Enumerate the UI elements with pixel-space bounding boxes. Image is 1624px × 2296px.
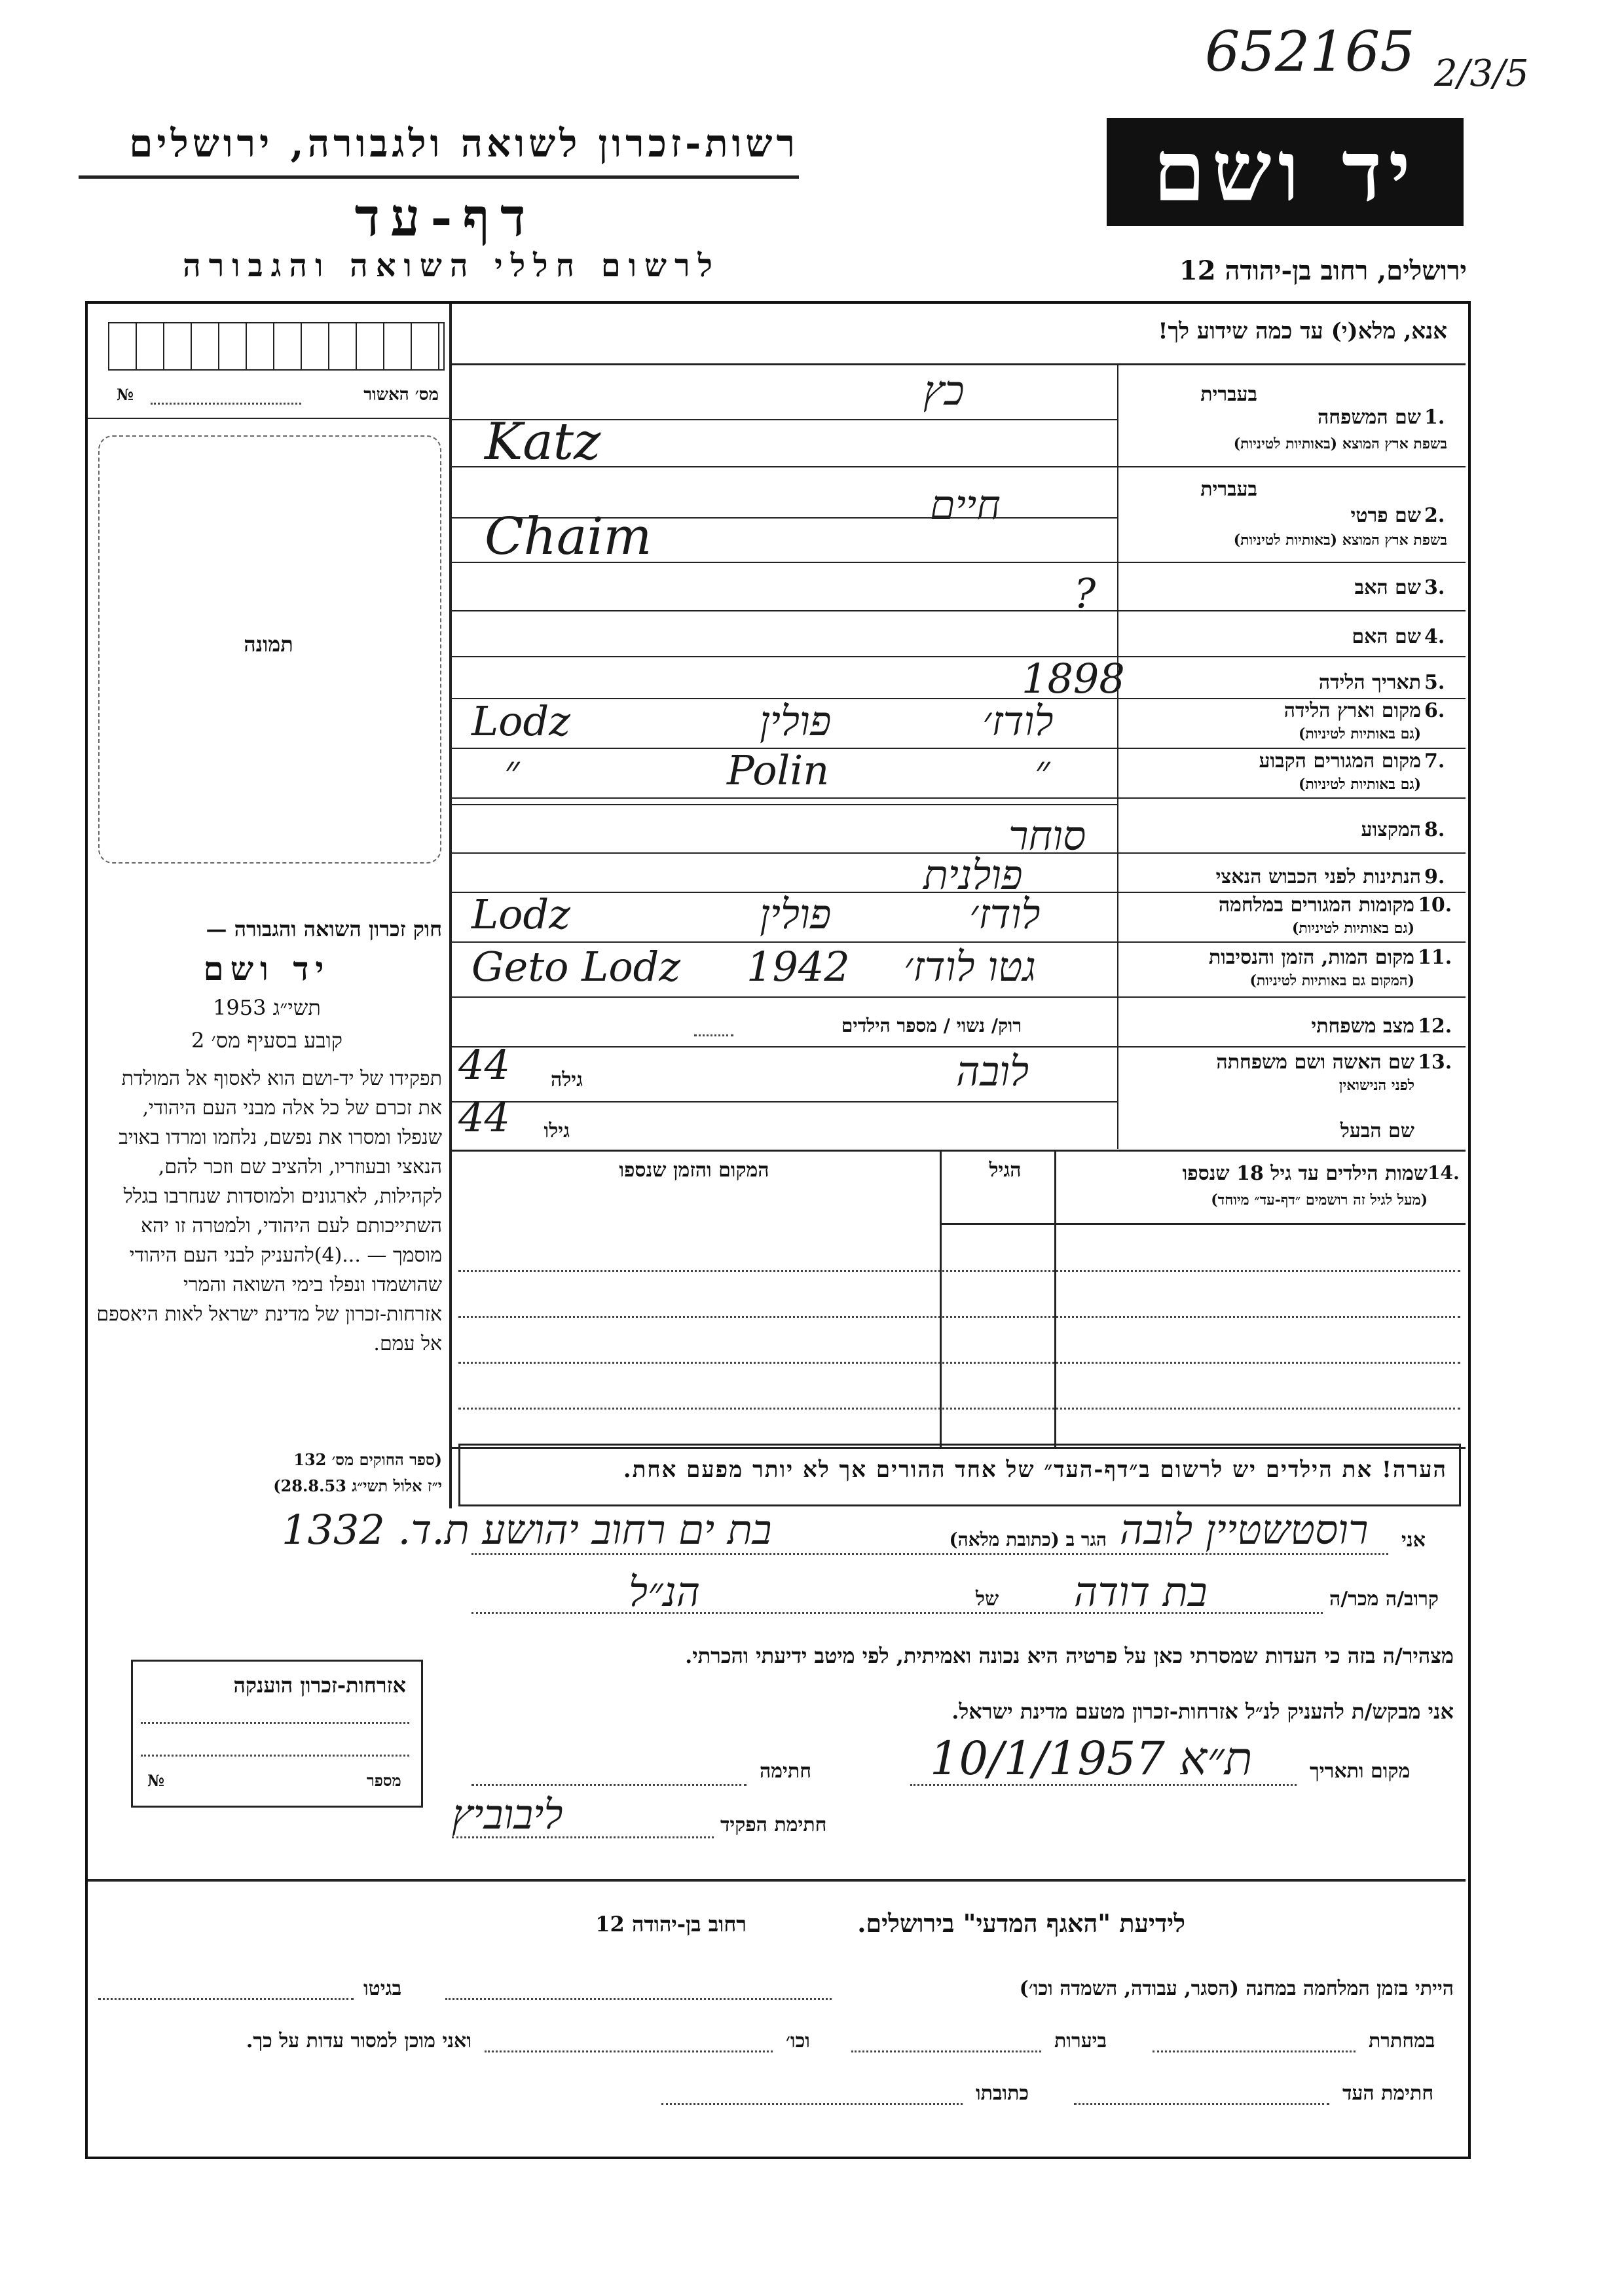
archive-annotation: 2/3/5	[1434, 52, 1529, 95]
field-9-rule	[449, 892, 1466, 893]
bottom-section-rule	[88, 1879, 1466, 1882]
address: ירושלים, רחוב בן-יהודה 12	[1179, 255, 1467, 286]
field-4-number: 4.	[1424, 625, 1445, 648]
field-13-value: לובה	[956, 1048, 1029, 1095]
bottom-address: רחוב בן-יהודה 12	[595, 1912, 747, 1937]
declarant-i-label: אני	[1401, 1529, 1426, 1552]
field-2-hebrew-value: חיים	[930, 481, 1001, 529]
logo-text: יד ושם	[1153, 122, 1417, 221]
declarant-relation-line	[471, 1612, 1323, 1614]
field-12-children-line	[694, 1034, 733, 1036]
field-6-latin-value: Lodz	[471, 697, 570, 745]
field-1-hebrew-value: כץ	[923, 367, 965, 414]
clerk-signature-value: ליבוביץ	[452, 1791, 563, 1838]
husband-age-value: 44	[458, 1093, 510, 1141]
field-10-latin-value: Lodz	[471, 890, 570, 938]
request-line: אנא, מלא(י) עד כמה שידוע לך!	[1158, 318, 1447, 344]
field-5-value: 1898	[1022, 655, 1125, 702]
field-2-hebrew-tag: בעברית	[1200, 478, 1257, 501]
field-11-rule	[449, 996, 1466, 998]
law-title: חוק זכרון השואה והגבורה —	[206, 917, 442, 941]
field-3-value: ?	[1074, 570, 1096, 617]
form-title: דף-עד	[354, 187, 536, 248]
field-3-label: שם האב	[1354, 576, 1421, 599]
approval-label: מס׳ האשור	[363, 385, 439, 405]
bottom-line-1-tail	[98, 1998, 354, 2000]
field-1-sub: בשפת ארץ המוצא (באותיות לטיניות)	[1233, 435, 1447, 452]
children-row-2	[458, 1316, 1460, 1318]
citizenship-title: אזרחות-זכרון הוענקה	[233, 1673, 406, 1698]
field-9-label: הנתינות לפני הכבוש הנאצי	[1215, 866, 1421, 888]
bottom-line-3-fill-a	[1074, 2103, 1329, 2105]
field-13-sub: לפני הנישואין	[1338, 1077, 1414, 1094]
field-2-sub: בשפת ארץ המוצא (באותיות לטיניות)	[1233, 532, 1447, 549]
declarant-declares: מצהיר/ה בזה כי העדות שמסרתי כאן על פרטיה היא נכונה ואמיתית, לפי מיטב ידיעתי והכרתי.	[685, 1643, 1454, 1668]
field-13-label: שם האשה ושם משפחתה	[1216, 1051, 1414, 1074]
field-7-right-value: ״	[1035, 746, 1050, 794]
field-7-rule-a	[449, 797, 1466, 799]
field-14-sub: (מעל לגיל זה רושמים ״דף-עד״ מיוחד)	[1211, 1192, 1428, 1209]
bottom-line-2-end: ואני מוכן למסור עדות על כך.	[246, 2030, 471, 2052]
field-10-label: מקומות המגורים במלחמה	[1218, 894, 1414, 917]
field-9-number: 9.	[1424, 866, 1445, 888]
law-clause: קובע בסעיף מס׳ 2	[191, 1028, 342, 1053]
place-date-value: ת״א 10/1/1957	[930, 1732, 1253, 1785]
law-source-date: י״ז אלול תשי״ג 28.8.53)	[273, 1476, 442, 1495]
declarant-relation-value: בת דודה	[1074, 1568, 1208, 1616]
field-8-number: 8.	[1424, 818, 1445, 841]
bottom-line-1-end: בגיטו	[363, 1977, 402, 2000]
children-row-4	[458, 1408, 1460, 1410]
field-6-label: מקום וארץ הלידה	[1283, 699, 1421, 722]
field-9-value: פולנית	[923, 851, 1023, 899]
children-header-rule	[940, 1223, 1466, 1225]
field-5-label: תאריך הלידה	[1318, 671, 1421, 694]
field-14-number: 14.	[1428, 1162, 1460, 1184]
photo-label: תמונה	[244, 632, 293, 657]
label-column-divider	[1117, 363, 1118, 1149]
field-13-number: 13.	[1418, 1051, 1452, 1074]
bottom-line-2-fill-b	[851, 2050, 1041, 2052]
field-13-rule	[449, 1101, 1117, 1102]
field-1-rule-b	[449, 466, 1466, 467]
field-14-age-header: הגיל	[989, 1159, 1022, 1182]
husband-label: שם הבעל	[1340, 1120, 1414, 1142]
bottom-line-2-start: במחתרת	[1369, 2030, 1435, 2052]
declarant-of-value: הנ״ל	[629, 1568, 701, 1616]
field-11-year-value: 1942	[747, 943, 850, 991]
bottom-line-2-fill-a	[1153, 2050, 1356, 2052]
field-6-country-value: פולין	[760, 697, 832, 745]
declarant-address-value: בת ים רחוב יהושע ת.ד. 1332	[282, 1506, 772, 1554]
place-date-line	[910, 1784, 1297, 1786]
children-col-divider-1	[1054, 1150, 1056, 1447]
field-1-label: שם המשפחה	[1317, 406, 1421, 429]
field-12-label: מצב משפחתי	[1311, 1015, 1414, 1038]
approval-number-mark: №	[117, 385, 134, 404]
field-11-number: 11.	[1418, 946, 1452, 969]
clerk-signature-line	[452, 1836, 714, 1838]
field-6-hebrew-value: לודז׳	[982, 697, 1054, 745]
field-13-age-label: גילה	[550, 1068, 583, 1091]
form-subtitle: לרשום חללי השואה והגבורה	[183, 247, 720, 284]
field-10-country-value: פולין	[760, 890, 832, 938]
declarant-name-value: רוסטשטיין לובה	[1120, 1506, 1369, 1554]
field-14-place-header: המקום והזמן שנספו	[619, 1159, 769, 1182]
yad-vashem-logo	[1107, 118, 1464, 226]
left-column-divider	[449, 304, 452, 1508]
field-3-number: 3.	[1424, 576, 1445, 599]
field-14-label: שמות הילדים עד גיל 18 שנספו	[1182, 1162, 1428, 1185]
note-text: הערה! את הילדים יש לרשום ב״דף-העד״ של אחד ההורים אך לא יותר מפעם אחת.	[623, 1457, 1447, 1483]
bottom-line-2-mid: ביערות	[1054, 2030, 1107, 2052]
field-11-latin-value: Geto Lodz	[471, 943, 681, 991]
field-1-hebrew-tag: בעברית	[1200, 383, 1257, 406]
field-13-age-value: 44	[458, 1041, 510, 1089]
husband-rule	[449, 1150, 1466, 1152]
field-6-number: 6.	[1424, 699, 1445, 722]
children-col-divider-2	[940, 1150, 942, 1447]
declarant-name-line	[471, 1553, 1388, 1555]
declarant-of-label: של	[976, 1588, 999, 1611]
children-row-3	[458, 1362, 1460, 1364]
field-10-number: 10.	[1418, 894, 1452, 917]
field-12-options: רוק/ נשוי / מספר הילדים	[841, 1015, 1022, 1036]
field-7-label: מקום המגורים הקבוע	[1259, 750, 1421, 773]
signature-label: חתימה	[760, 1760, 811, 1783]
field-11-label: מקום המות, הזמן והנסיבות	[1208, 946, 1414, 969]
authority-name: רשות-זכרון לשואה ולגבורה, ירושלים	[129, 121, 799, 166]
field-10-hebrew-value: לודז׳	[969, 890, 1041, 938]
citizenship-line-1	[141, 1722, 409, 1724]
approval-divider	[88, 418, 449, 419]
bottom-title: לידיעת "האגף המדעי" בירושלים.	[857, 1908, 1185, 1938]
citizenship-line-2	[141, 1755, 409, 1757]
field-2-latin-value: Chaim	[485, 507, 652, 566]
bottom-line-2-etc: וכו׳	[786, 2030, 810, 2052]
citizenship-number-label: מספר	[367, 1771, 401, 1790]
declarant-relative-label: קרוב/ה מכר/ה	[1329, 1588, 1439, 1611]
children-row-1	[458, 1270, 1460, 1272]
field-7-rule-b	[449, 804, 1117, 805]
field-7-number: 7.	[1424, 750, 1445, 773]
field-6-rule	[449, 748, 1466, 749]
law-year: תשי״ג 1953	[213, 995, 321, 1020]
law-name: יד ושם	[203, 949, 331, 988]
declarant-resides-label: הגר ב (כתובת מלאה)	[949, 1529, 1107, 1550]
field-2-number: 2.	[1424, 504, 1445, 527]
field-7-mid-value: Polin	[727, 746, 830, 794]
field-12-number: 12.	[1418, 1015, 1452, 1038]
husband-age-label: גילו	[544, 1120, 570, 1142]
bottom-line-1-label: הייתי בזמן המלחמה במחנה (הסגר, עבודה, השמדה וכו׳)	[1019, 1977, 1454, 2000]
signature-line	[471, 1784, 747, 1786]
bottom-line-3-label: חתימת העד	[1342, 2082, 1434, 2105]
request-line-rule	[449, 363, 1466, 365]
law-source: (ספר החוקים מס׳ 132	[293, 1450, 442, 1469]
clerk-signature-label: חתימת הפקיד	[720, 1813, 827, 1836]
field-1-number: 1.	[1424, 406, 1445, 429]
field-2-label: שם פרטי	[1350, 504, 1421, 527]
field-7-sub: (גם באותיות לטיניות)	[1298, 776, 1421, 793]
field-5-number: 5.	[1424, 671, 1445, 694]
field-11-sub: (המקום גם באותיות לטיניות)	[1249, 972, 1414, 989]
field-7-left-value: ״	[504, 746, 520, 794]
law-text: תפקידו של יד-ושם הוא לאסוף אל המולדת את זכרם של כל אלה מבני העם היהודי, שנפלו ומסרו את נפשם, נלחמו ומרדו באויב הנאצי ובעוזריו, ולהציב שם וזכר להם, לקהילות, לארגונים ולמוסדות שנחרבו בגלל השתייכותם לעם היהודי, ולמטרה זו יהא מוסמך — ...(4)להעניק לבני העם היהודי שהושמדו ונפלו בימי השואה והמרי אזרחות-זכרון של מדינת ישראל לאות היאספם אל עמם.	[96, 1067, 442, 1355]
archive-number: 652165	[1205, 20, 1415, 84]
field-8-label: המקצוע	[1361, 818, 1421, 841]
citizenship-no-mark: №	[147, 1771, 165, 1790]
bottom-line-3-fill-b	[661, 2103, 963, 2105]
field-3-rule	[449, 610, 1466, 611]
bottom-line-3-mid: כתובתו	[976, 2082, 1029, 2105]
approval-box-row	[108, 322, 445, 371]
declarant-request: אני מבקש/ת להעניק לנ״ל אזרחות-זכרון מטעם מדינת ישראל.	[951, 1699, 1454, 1724]
place-date-label: מקום ותאריך	[1310, 1760, 1411, 1783]
header-underline	[79, 175, 799, 179]
field-1-latin-value: Katz	[485, 412, 601, 471]
field-6-sub: (גם באותיות לטיניות)	[1298, 725, 1421, 742]
field-4-label: שם האם	[1352, 625, 1421, 648]
bottom-line-1-fill	[445, 1998, 832, 2000]
field-11-hebrew-value: גטו לודז׳	[904, 943, 1036, 991]
bottom-line-2-fill-c	[485, 2050, 773, 2052]
field-4-rule	[449, 656, 1466, 657]
field-10-sub: (גם באותיות לטיניות)	[1291, 920, 1414, 937]
field-2-rule-b	[449, 562, 1466, 563]
approval-number-line	[151, 403, 301, 405]
field-8-value: סוחר	[1008, 812, 1086, 860]
